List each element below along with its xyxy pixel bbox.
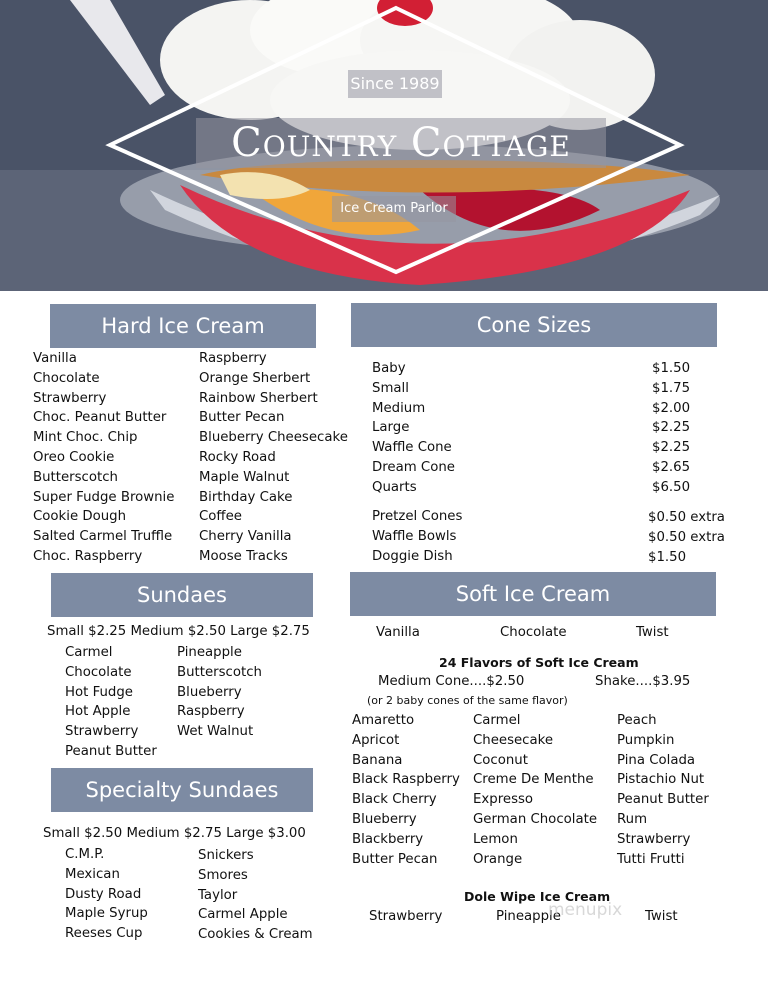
list-item: Butterscotch xyxy=(177,664,262,680)
cone-price: $6.50 xyxy=(652,479,691,495)
list-item: Carmel xyxy=(65,645,113,660)
list-item: Black Cherry xyxy=(352,792,437,808)
sundaes-banner: Sundaes xyxy=(51,573,313,617)
list-item: Oreo Cookie xyxy=(33,449,115,465)
list-item: Maple Syrup xyxy=(65,906,148,922)
list-item: Wet Walnut xyxy=(177,724,254,740)
list-item: Butterscotch xyxy=(33,469,118,485)
list-item: Maple Walnut xyxy=(199,469,290,485)
list-item: Strawberry xyxy=(33,390,107,406)
soft-basic-vanilla: Vanilla xyxy=(376,625,420,640)
hard-ice-cream-right-list xyxy=(199,350,348,568)
specialty-right-list xyxy=(198,847,313,946)
list-item: Mexican xyxy=(65,866,120,882)
list-item: Reeses Cup xyxy=(65,926,143,942)
list-item: Taylor xyxy=(198,887,238,903)
cone-name: Quarts xyxy=(372,479,417,495)
extra-name: Pretzel Cones xyxy=(372,509,463,524)
list-item: Raspberry xyxy=(177,704,245,720)
list-item: Chocolate xyxy=(65,664,132,680)
list-item: Cookies & Cream xyxy=(198,927,313,943)
list-item: Smores xyxy=(198,867,248,883)
list-item: Peach xyxy=(617,713,657,728)
soft-flavors-col1 xyxy=(352,712,460,870)
list-item: Pistachio Nut xyxy=(617,772,705,788)
list-item: Hot Fudge xyxy=(65,684,133,700)
cone-sizes-prices xyxy=(652,360,690,499)
list-item: Peanut Butter xyxy=(617,792,709,808)
baby-cone-note: (or 2 baby cones of the same flavor) xyxy=(367,694,568,707)
cone-extras-names xyxy=(372,508,462,567)
extra-name: Doggie Dish xyxy=(372,548,453,564)
cone-price: $1.75 xyxy=(652,380,691,396)
specialty-sundaes-prices: Small $2.50 Medium $2.75 Large $3.00 xyxy=(43,826,306,841)
cone-name: Large xyxy=(372,420,410,436)
list-item: Choc. Peanut Butter xyxy=(33,410,167,426)
list-item: Vanilla xyxy=(33,351,77,366)
cone-name: Medium xyxy=(372,400,426,416)
list-item: Coffee xyxy=(199,509,242,525)
dole-heading: Dole Wipe Ice Cream xyxy=(464,889,611,904)
soft-basic-chocolate: Chocolate xyxy=(500,625,567,640)
list-item: C.M.P. xyxy=(65,847,105,862)
cone-extras-prices xyxy=(648,509,725,568)
list-item: Choc. Raspberry xyxy=(33,548,143,564)
list-item: Amaretto xyxy=(352,713,415,728)
extra-price: $0.50 extra xyxy=(648,529,725,545)
list-item: Pina Colada xyxy=(617,752,696,768)
soft-basic-twist: Twist xyxy=(636,625,669,640)
cone-price: $2.65 xyxy=(652,459,691,475)
list-item: Lemon xyxy=(473,831,518,847)
soft-flavors-col3 xyxy=(617,712,709,870)
list-item: Super Fudge Brownie xyxy=(33,489,175,505)
list-item: Cookie Dough xyxy=(33,509,127,525)
list-item: Cherry Vanilla xyxy=(199,529,292,545)
list-item: Chocolate xyxy=(33,370,100,386)
specialty-left-list xyxy=(65,846,148,945)
soft-ice-cream-banner: Soft Ice Cream xyxy=(350,572,716,616)
list-item: Creme De Menthe xyxy=(473,772,594,788)
list-item: Birthday Cake xyxy=(199,489,293,505)
watermark: menupix xyxy=(548,900,623,920)
list-item: Cheesecake xyxy=(473,732,554,748)
list-item: German Chocolate xyxy=(473,811,598,827)
list-item: Blueberry xyxy=(177,684,242,700)
list-item: Butter Pecan xyxy=(352,851,438,867)
list-item: Blackberry xyxy=(352,831,424,847)
hard-ice-cream-banner: Hard Ice Cream xyxy=(50,304,316,348)
list-item: Blueberry xyxy=(352,811,417,827)
list-item: Snickers xyxy=(198,848,254,863)
brand-title: Country Cottage xyxy=(196,118,606,168)
list-item: Moose Tracks xyxy=(199,548,288,564)
hero-banner xyxy=(0,0,768,291)
sundaes-left-list xyxy=(65,644,157,763)
list-item: Tutti Frutti xyxy=(617,851,685,867)
sundaes-prices: Small $2.25 Medium $2.50 Large $2.75 xyxy=(47,624,310,639)
cone-name: Waffle Cone xyxy=(372,440,452,456)
cone-name: Small xyxy=(372,380,409,396)
list-item: Apricot xyxy=(352,732,400,748)
list-item: Banana xyxy=(352,752,403,768)
list-item: Rainbow Sherbert xyxy=(199,390,318,406)
list-item: Peanut Butter xyxy=(65,743,157,759)
cone-price: $2.00 xyxy=(652,400,691,416)
soft-flavors-col2 xyxy=(473,712,597,870)
medium-cone-price: Medium Cone....$2.50 xyxy=(378,674,525,689)
list-item: Rum xyxy=(617,811,648,827)
list-item: Strawberry xyxy=(617,831,691,847)
cone-name: Baby xyxy=(372,361,406,376)
brand-subtitle: Ice Cream Parlor xyxy=(332,196,456,222)
sundaes-right-list xyxy=(177,644,262,743)
flavors-heading: 24 Flavors of Soft Ice Cream xyxy=(439,655,639,670)
list-item: Rocky Road xyxy=(199,449,276,465)
cone-price: $2.25 xyxy=(652,440,691,456)
cone-sizes-banner: Cone Sizes xyxy=(351,303,717,347)
cone-sizes-names xyxy=(372,360,455,499)
list-item: Expresso xyxy=(473,792,534,808)
shake-price: Shake....$3.95 xyxy=(595,674,691,689)
list-item: Mint Choc. Chip xyxy=(33,430,138,446)
dole-strawberry: Strawberry xyxy=(369,909,443,924)
list-item: Hot Apple xyxy=(65,704,131,720)
list-item: Raspberry xyxy=(199,351,267,366)
extra-name: Waffle Bowls xyxy=(372,528,457,544)
list-item: Pineapple xyxy=(177,645,242,660)
list-item: Dusty Road xyxy=(65,886,142,902)
cone-name: Dream Cone xyxy=(372,459,455,475)
extra-price: $0.50 extra xyxy=(648,510,725,525)
cone-price: $2.25 xyxy=(652,420,691,436)
list-item: Strawberry xyxy=(65,724,139,740)
list-item: Orange xyxy=(473,851,523,867)
list-item: Coconut xyxy=(473,752,528,768)
list-item: Orange Sherbert xyxy=(199,370,311,386)
hard-ice-cream-left-list xyxy=(33,350,174,568)
dole-twist: Twist xyxy=(645,909,678,924)
since-label: Since 1989 xyxy=(348,70,442,98)
extra-price: $1.50 xyxy=(648,549,687,565)
list-item: Black Raspberry xyxy=(352,772,460,788)
list-item: Salted Carmel Truffle xyxy=(33,529,173,545)
list-item: Pumpkin xyxy=(617,732,675,748)
list-item: Carmel Apple xyxy=(198,907,288,923)
list-item: Blueberry Cheesecake xyxy=(199,430,348,446)
specialty-sundaes-banner: Specialty Sundaes xyxy=(51,768,313,812)
list-item: Carmel xyxy=(473,713,521,728)
list-item: Butter Pecan xyxy=(199,410,285,426)
cone-price: $1.50 xyxy=(652,361,691,376)
dole-pineapple: Pineapple xyxy=(496,909,561,924)
